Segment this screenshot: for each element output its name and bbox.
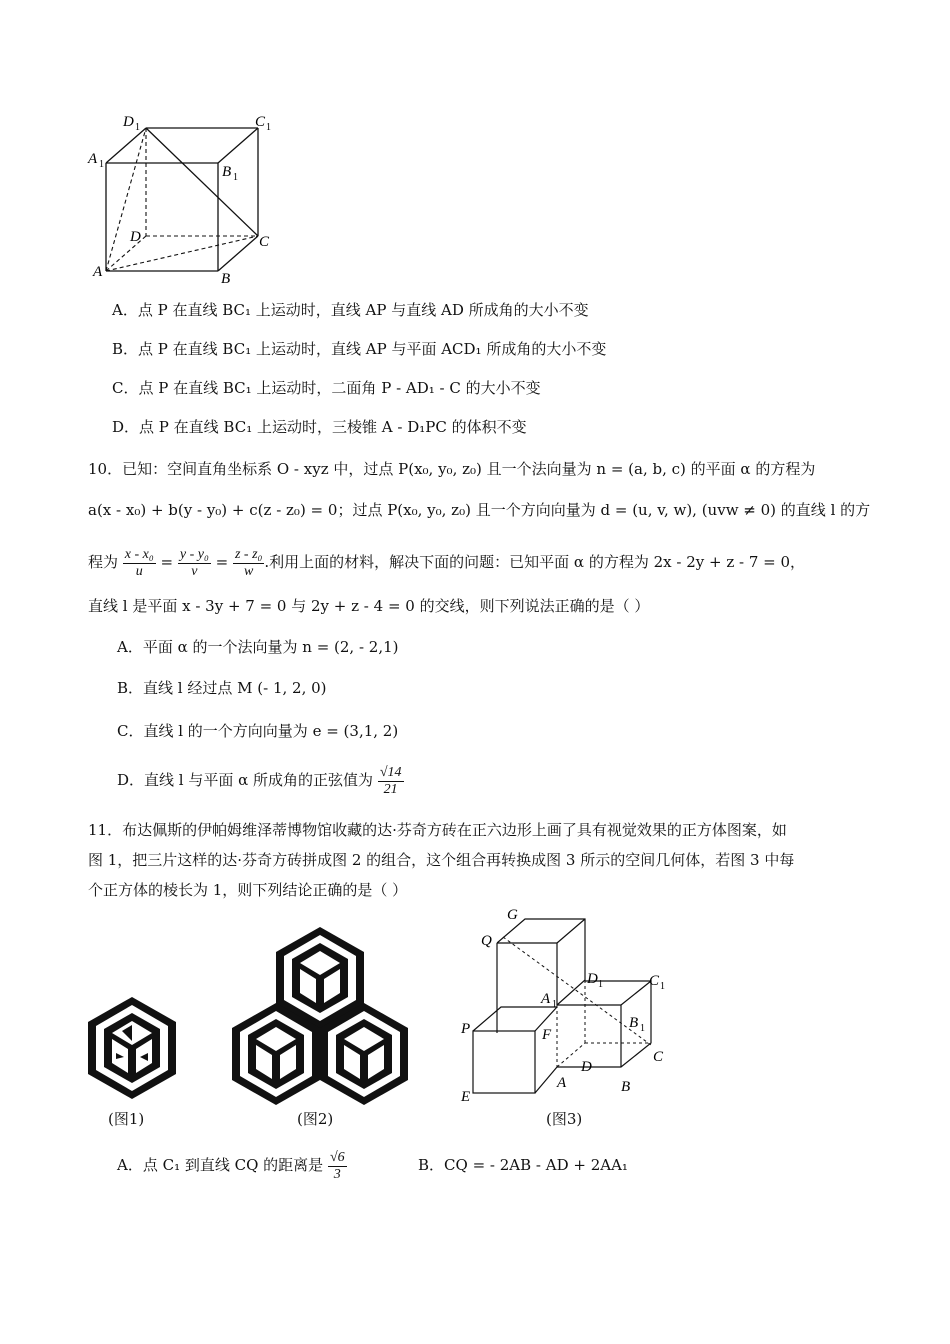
q11-line-1: 11．布达佩斯的伊帕姆维泽蒂博物馆收藏的达·芬奇方砖在正六边形上画了具有视觉效果的正方体图案，如 <box>88 821 787 839</box>
svg-text:D: D <box>581 1059 592 1075</box>
svg-text:1: 1 <box>598 979 603 990</box>
q9-option-d: D．点 P 在直线 BC₁ 上运动时，三棱锥 A - D₁PC 的体积不变 <box>112 418 527 436</box>
label-C: C <box>259 234 270 250</box>
fraction-y: $\frac{\text{y - y₀}}{v}$ <box>179 546 209 579</box>
label-A1: A <box>88 151 98 167</box>
fraction-z: $\frac{\text{z - z₀}}{w}$ <box>234 546 263 579</box>
caption-figure-3: (图3) <box>546 1110 583 1128</box>
q10-option-d: D．直线 l 与平面 α 所成角的正弦值为 $\frac{√14}{21}$ <box>117 764 402 797</box>
label-C1: C <box>255 114 266 130</box>
svg-text:B: B <box>629 1015 639 1031</box>
svg-text:1: 1 <box>266 122 271 133</box>
svg-text:1: 1 <box>233 172 238 183</box>
cube-figure-q9 <box>85 108 285 288</box>
svg-text:1: 1 <box>660 981 665 992</box>
q10-line-1: 10．已知：空间直角坐标系 O - xyz 中，过点 P(x₀, y₀, z₀) 且一个法向量为 n = (a, b, c) 的平面 α 的方程为 <box>88 460 816 478</box>
svg-text:1: 1 <box>99 159 104 170</box>
distance-fraction: $\frac{√6}{3}$ <box>329 1149 345 1182</box>
q9-option-b: B．点 P 在直线 BC₁ 上运动时，直线 AP 与平面 ACD₁ 所成角的大小不变 <box>112 340 607 358</box>
label-D: D <box>130 229 141 245</box>
svg-text:1: 1 <box>135 122 140 133</box>
q11-line-3: 个正方体的棱长为 1，则下列结论正确的是（ ） <box>88 881 408 899</box>
label-B1: B <box>222 164 232 180</box>
q11-option-a: A．点 C₁ 到直线 CQ 的距离是 $\frac{√6}{3}$ <box>117 1149 345 1182</box>
label-D1: D <box>123 114 134 130</box>
caption-figure-2: (图2) <box>297 1110 334 1128</box>
sine-value-fraction: $\frac{√14}{21}$ <box>379 764 402 797</box>
label-A: A <box>93 264 103 280</box>
q10-option-c: C．直线 l 的一个方向向量为 e = (3,1, 2) <box>117 722 399 740</box>
svg-text:B: B <box>621 1079 631 1095</box>
svg-text:1: 1 <box>640 1023 645 1034</box>
svg-text:G: G <box>507 907 518 923</box>
q9-option-a: A．点 P 在直线 BC₁ 上运动时，直线 AP 与直线 AD 所成角的大小不变 <box>112 301 589 319</box>
figure-1-tile <box>84 995 180 1101</box>
q11-option-b: B．CQ = - 2AB - AD + 2AA₁ <box>418 1156 628 1174</box>
label-B: B <box>221 271 231 287</box>
svg-text:Q: Q <box>481 933 492 949</box>
figure-2-tiles <box>230 925 412 1105</box>
svg-text:D: D <box>587 971 598 987</box>
q11-line-2: 图 1，把三片这样的达·芬奇方砖拼成图 2 的组合，这个组合再转换成图 3 所示的空间几何体，若图 3 中每 <box>88 851 795 869</box>
svg-text:1: 1 <box>552 999 557 1010</box>
fraction-x: $\frac{\text{x - x₀}}{u}$ <box>124 546 154 579</box>
caption-figure-1: (图1) <box>108 1110 145 1128</box>
svg-text:E: E <box>461 1089 471 1105</box>
svg-text:C: C <box>653 1049 664 1065</box>
q10-option-a: A．平面 α 的一个法向量为 n = (2, - 2,1) <box>117 638 399 656</box>
svg-text:A: A <box>557 1075 567 1091</box>
svg-text:P: P <box>461 1021 471 1037</box>
svg-text:C: C <box>649 973 660 989</box>
figure-3-geometry <box>455 905 675 1105</box>
svg-text:A: A <box>541 991 551 1007</box>
q10-line-2: a(x - x₀) + b(y - y₀) + c(z - z₀) = 0；过点 P(x₀, y₀, z₀) 且一个方向向量为 d = (u, v, w), (uvw ≠ 0) 的直线 l 的方 <box>88 501 871 519</box>
q9-option-c: C．点 P 在直线 BC₁ 上运动时，二面角 P - AD₁ - C 的大小不变 <box>112 379 541 397</box>
q10-option-b: B．直线 l 经过点 M (- 1, 2, 0) <box>117 679 327 697</box>
q10-line-4: 直线 l 是平面 x - 3y + 7 = 0 与 2y + z - 4 = 0 的交线，则下列说法正确的是（ ） <box>88 597 650 615</box>
q10-line-3: 程为 $\frac{\text{x - x₀}}{u}$ = $\frac{\text{y - y₀}}{v}$ = $\frac{\text{z - z₀}}{w}$ .利用上面的材料，解决下面的问题：已知平面 α 的方程为 2x - 2y + z - 7 = 0， <box>88 546 806 579</box>
svg-text:F: F <box>542 1027 552 1043</box>
